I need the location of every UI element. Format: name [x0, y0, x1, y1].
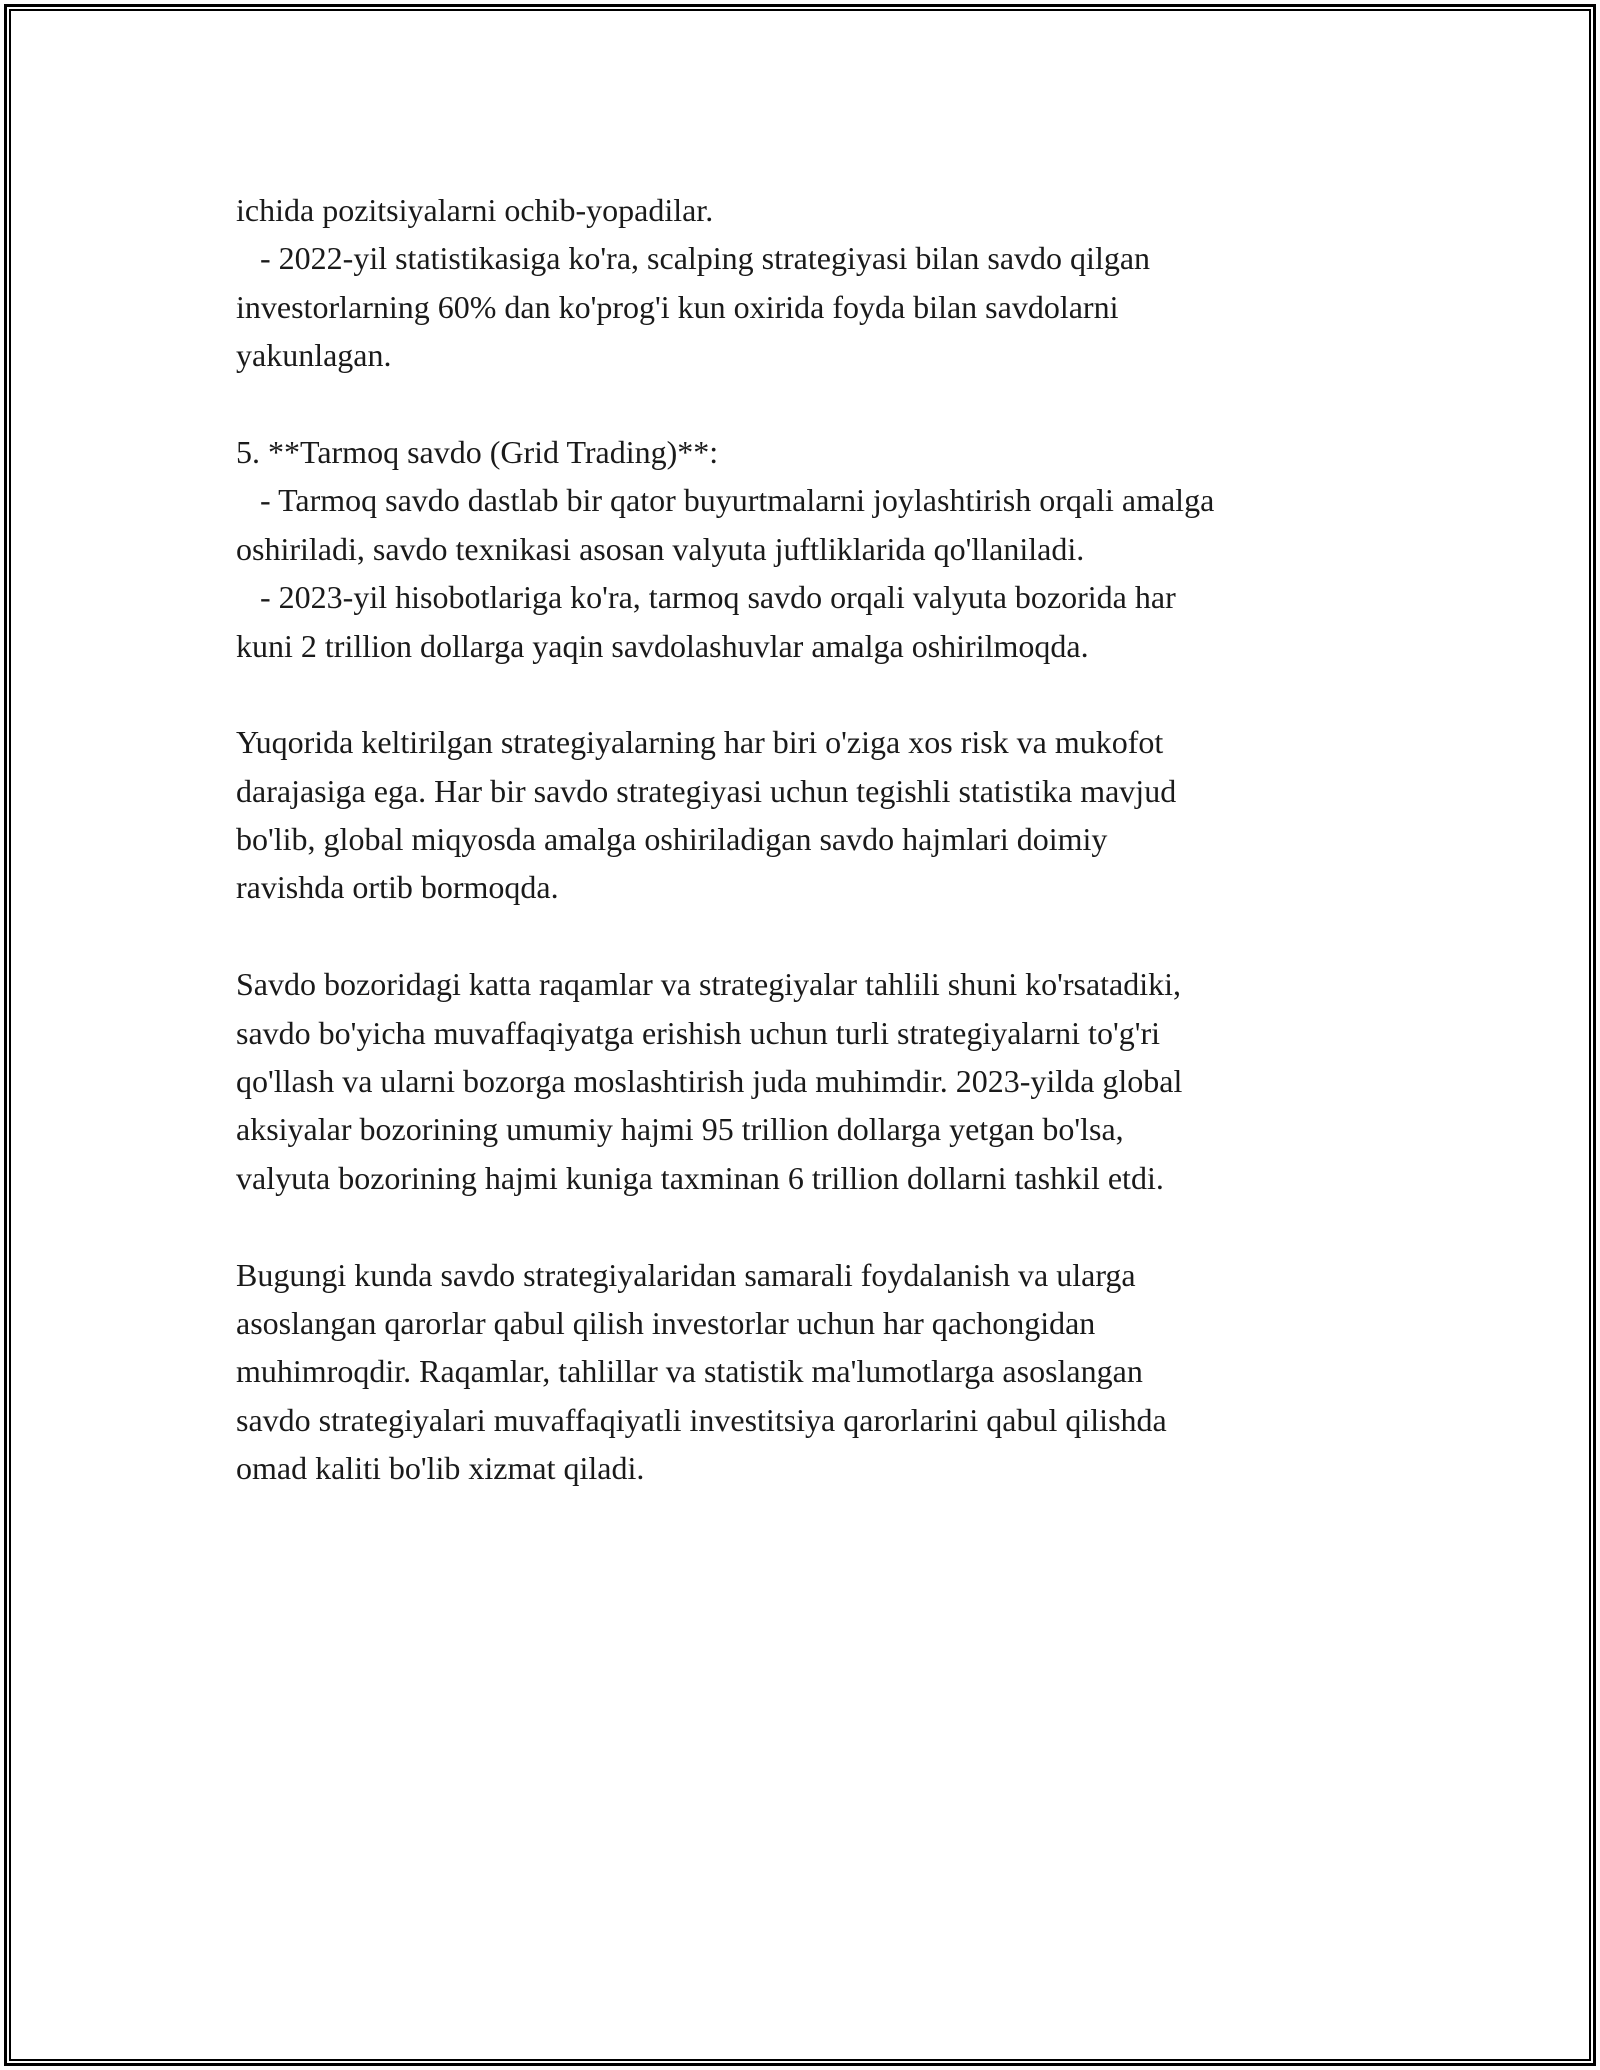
text-line: qo'llash va ularni bozorga moslashtirish juda muhimdir. 2023-yilda global	[236, 1063, 1183, 1100]
text-line: bo'lib, global miqyosda amalga oshiriladigan savdo hajmlari doimiy	[236, 821, 1108, 858]
text-line: ravishda ortib bormoqda.	[236, 869, 559, 906]
text-line: investorlarning 60% dan ko'prog'i kun oxirida foyda bilan savdolarni	[236, 288, 1119, 325]
text-line: oshiriladi, savdo texnikasi asosan valyuta juftliklarida qo'llaniladi.	[236, 530, 1085, 567]
text-line: Bugungi kunda savdo strategiyalaridan samarali foydalanish va ularga	[236, 1256, 1136, 1293]
blank-line	[236, 670, 1416, 718]
text-line: savdo bo'yicha muvaffaqiyatga erishish uchun turli strategiyalarni to'g'ri	[236, 1014, 1161, 1051]
text-line: ichida pozitsiyalarni ochib-yopadilar.	[236, 192, 714, 228]
section-heading: 5. **Tarmoq savdo (Grid Trading)**:	[236, 433, 719, 470]
text-line: Savdo bozoridagi katta raqamlar va strategiyalar tahlili shuni ko'rsatadiki,	[236, 966, 1182, 1003]
text-line: darajasiga ega. Har bir savdo strategiyasi uchun tegishli statistika mavjud	[236, 772, 1177, 809]
text-line: Yuqorida keltirilgan strategiyalarning har biri o'ziga xos risk va mukofot	[236, 724, 1164, 761]
text-line: aksiyalar bozorining umumiy hajmi 95 trillion dollarga yetgan bo'lsa,	[236, 1111, 1124, 1148]
document-body	[236, 186, 1416, 1493]
text-line: savdo strategiyalari muvaffaqiyatli investitsiya qarorlarini qabul qilishda	[236, 1401, 1167, 1438]
text-line: omad kaliti bo'lib xizmat qiladi.	[236, 1450, 645, 1487]
text-line: - Tarmoq savdo dastlab bir qator buyurtmalarni joylashtirish orqali amalga	[236, 482, 1215, 519]
text-line: asoslangan qarorlar qabul qilish investorlar uchun har qachongidan	[236, 1304, 1096, 1341]
text-line: yakunlagan.	[236, 337, 392, 374]
blank-line	[236, 912, 1416, 960]
blank-line	[236, 380, 1416, 428]
text-line: - 2022-yil statistikasiga ko'ra, scalping strategiyasi bilan savdo qilgan	[236, 240, 1151, 277]
text-line: kuni 2 trillion dollarga yaqin savdolashuvlar amalga oshirilmoqda.	[236, 627, 1089, 664]
blank-line	[236, 1202, 1416, 1250]
text-line: - 2023-yil hisobotlariga ko'ra, tarmoq savdo orqali valyuta bozorida har	[236, 579, 1176, 616]
text-line: muhimroqdir. Raqamlar, tahlillar va statistik ma'lumotlarga asoslangan	[236, 1353, 1143, 1390]
text-line: valyuta bozorining hajmi kuniga taxminan 6 trillion dollarni tashkil etdi.	[236, 1159, 1164, 1196]
